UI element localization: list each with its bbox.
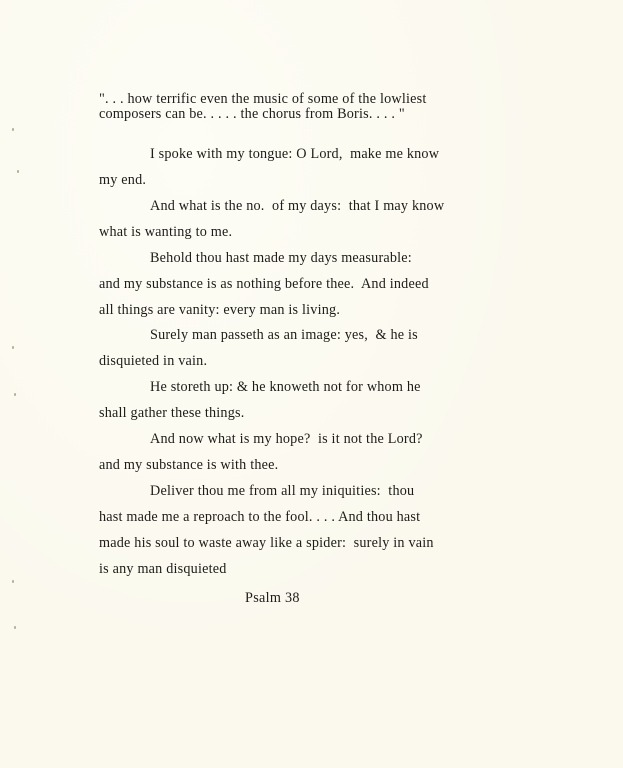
verse-line: He storeth up: & he knoweth not for whom he <box>150 379 421 395</box>
verse-line: And now what is my hope? is it not the Lord? <box>150 431 423 447</box>
verse-line: made his soul to waste away like a spider: surely in vain <box>99 535 434 551</box>
verse-line: and my substance is as nothing before thee. And indeed <box>99 276 429 292</box>
verse-line: and my substance is with thee. <box>99 457 279 473</box>
paper-speck <box>12 580 14 583</box>
verse-line: I spoke with my tongue: O Lord, make me know <box>150 146 440 162</box>
verse-line: disquieted in vain. <box>99 353 208 369</box>
paper-speck <box>12 128 14 131</box>
paper-speck <box>14 393 16 396</box>
verse-line: Behold thou hast made my days measurable: <box>150 250 412 266</box>
verse-line: all things are vanity: every man is living. <box>99 302 341 318</box>
verse-line: hast made me a reproach to the fool. . . . And thou hast <box>99 509 421 525</box>
epigraph-line: composers can be. . . . . the chorus from Boris. . . . " <box>99 106 405 122</box>
verse-line: my end. <box>99 172 147 188</box>
verse-line: Surely man passeth as an image: yes, & he is <box>150 327 418 343</box>
verse-line: And what is the no. of my days: that I may know <box>150 198 445 214</box>
psalm-citation: Psalm 38 <box>245 590 300 606</box>
paper-speck <box>17 170 19 173</box>
verse-line: is any man disquieted <box>99 561 227 577</box>
paper-speck <box>12 346 14 349</box>
epigraph-quote <box>99 92 499 122</box>
verse-line: shall gather these things. <box>99 405 245 421</box>
paper-speck <box>14 626 16 629</box>
verse-line: what is wanting to me. <box>99 224 233 240</box>
epigraph-line: ". . . how terrific even the music of some of the lowliest <box>99 91 427 107</box>
verse-line: Deliver thou me from all my iniquities: thou <box>150 483 415 499</box>
